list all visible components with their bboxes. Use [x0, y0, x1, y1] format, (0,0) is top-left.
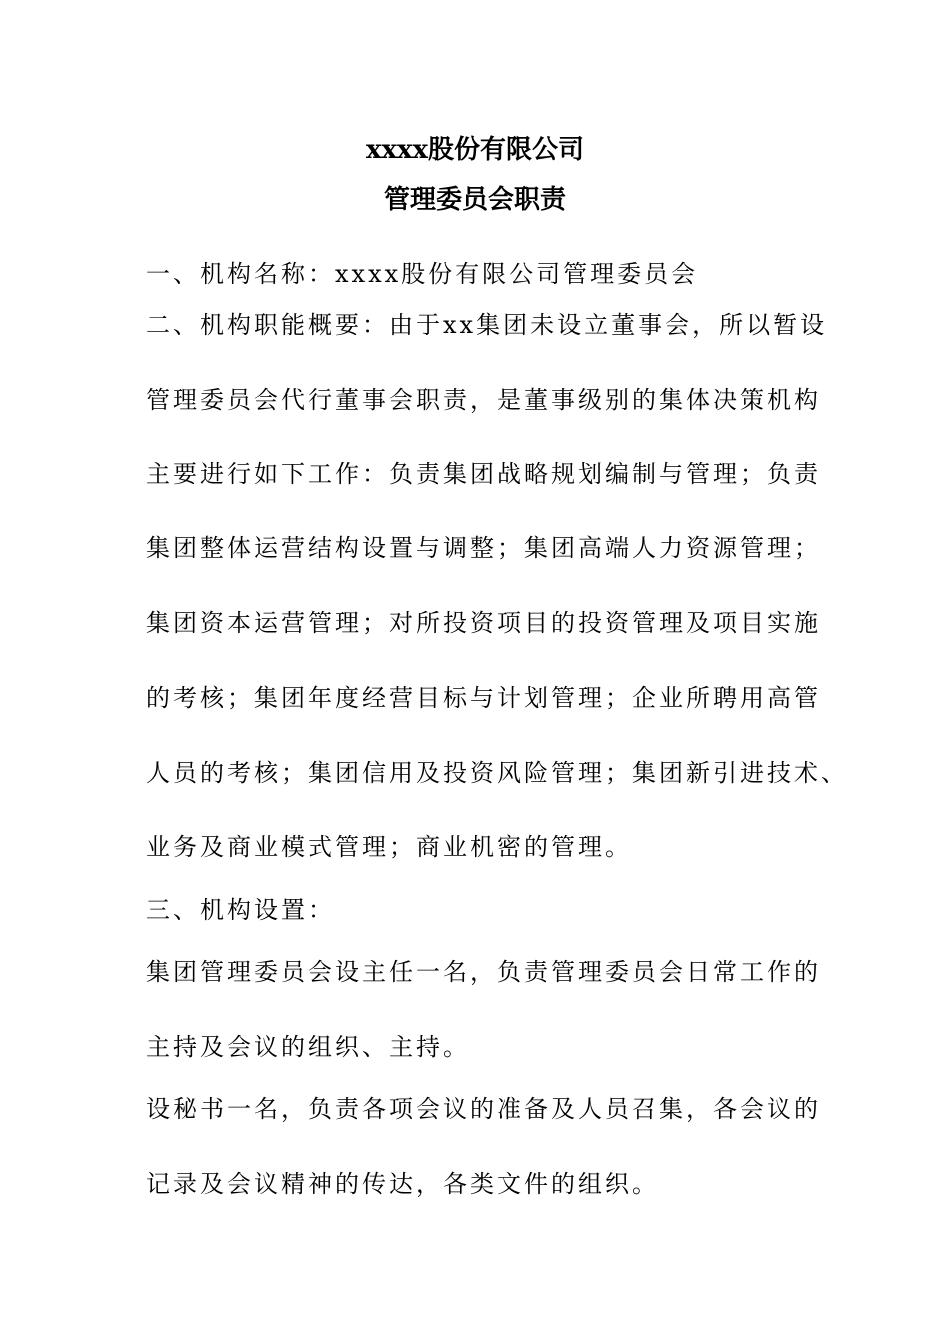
paragraph-line: 设秘书一名，负责各项会议的准备及人员召集，各会议的	[146, 1095, 821, 1123]
paragraph-line: 的考核；集团年度经营目标与计划管理；企业所聘用高管	[146, 684, 821, 712]
paragraph-line: 集团管理委员会设主任一名，负责管理委员会日常工作的	[146, 958, 821, 986]
paragraph-line: 业务及商业模式管理；商业机密的管理。	[146, 833, 632, 861]
document-title-company: xxxx股份有限公司	[365, 135, 584, 165]
paragraph-line: 二、机构职能概要：由于xx集团未设立董事会，所以暂设	[146, 311, 828, 339]
paragraph-line: 集团整体运营结构设置与调整；集团高端人力资源管理；	[146, 534, 821, 562]
paragraph-line: 集团资本运营管理；对所投资项目的投资管理及项目实施	[146, 609, 821, 637]
paragraph-line: 管理委员会代行董事会职责，是董事级别的集体决策机构	[146, 386, 821, 414]
paragraph-line: 主持及会议的组织、主持。	[146, 1033, 470, 1061]
paragraph-line: 主要进行如下工作：负责集团战略规划编制与管理；负责	[146, 460, 821, 488]
paragraph-line: 记录及会议精神的传达，各类文件的组织。	[146, 1170, 659, 1198]
paragraph-line: 一、机构名称：xxxx股份有限公司管理委员会	[146, 260, 699, 288]
document-title-committee: 管理委员会职责	[383, 185, 566, 215]
section-heading: 三、机构设置：	[146, 896, 335, 924]
paragraph-line: 人员的考核；集团信用及投资风险管理；集团新引进技术、	[146, 759, 848, 787]
